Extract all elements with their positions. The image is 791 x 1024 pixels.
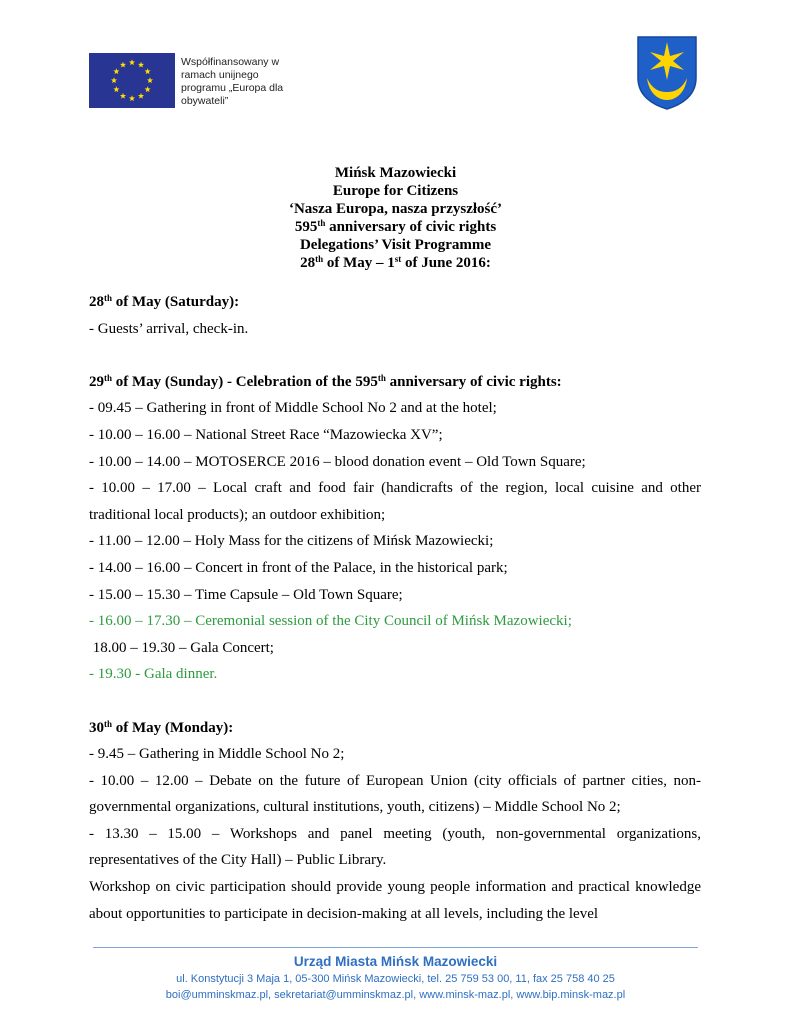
day-sup: th [104, 372, 113, 383]
eu-star-icon [147, 77, 153, 83]
title-sup: th [315, 254, 324, 264]
list-item: - 10.00 – 12.00 – Debate on the future of European Union (city officials of partner cities, non-governmental organizations, cultural institutions, youth, citizens) – Middle School No 2; [89, 772, 701, 816]
day-heading-saturday [89, 289, 701, 316]
eu-star-icon [120, 62, 126, 68]
list-item-highlighted: - 19.30 - Gala dinner. [89, 666, 218, 683]
list-item: - 11.00 – 12.00 – Holy Mass for the citizens of Mińsk Mazowiecki; [89, 533, 494, 550]
footer-contacts: boi@umminskmaz.pl, sekretariat@umminskmaz.pl, www.minsk-maz.pl, www.bip.minsk-maz.pl [165, 989, 626, 1001]
footer-divider [93, 947, 698, 948]
footer-office-name: Urząd Miasta Mińsk Mazowiecki [293, 954, 498, 969]
eu-star-icon [145, 68, 151, 74]
title-sup: st [394, 254, 402, 264]
list-item: - Guests’ arrival, check-in. [89, 320, 249, 337]
day-sup: th [377, 372, 386, 383]
eu-star-icon [138, 62, 144, 68]
list-item: - 13.30 – 15.00 – Workshops and panel meeting (youth, non-governmental organizations, representatives of the City Hall) – Public Library. [89, 825, 701, 869]
list-item: - 10.00 – 14.00 – MOTOSERCE 2016 – blood donation event – Old Town Square; [89, 453, 586, 470]
list-item-highlighted: - 16.00 – 17.30 – Ceremonial session of the City Council of Mińsk Mazowiecki; [89, 613, 572, 630]
eu-star-icon [145, 86, 151, 92]
day-sup: th [104, 293, 113, 303]
day-text: of May (Monday): [112, 719, 234, 736]
title-anniversary [0, 218, 791, 236]
list-item: - 10.00 – 17.00 – Local craft and food fair (handicrafts of the region, local cuisine and other traditional local products); an outdoor exhibition; [89, 480, 701, 523]
title-num: 28 [300, 255, 316, 271]
day-heading-monday [89, 715, 701, 742]
eu-cofinance-text [181, 56, 301, 108]
day-text: of May (Sunday) - Celebration of the 595 [112, 373, 378, 390]
eu-text-line: Współfinansowany w [181, 56, 280, 68]
eu-cofinance-logo [89, 53, 289, 109]
eu-star-icon [113, 68, 119, 74]
eu-star-icon [120, 93, 126, 99]
list-item: - 10.00 – 16.00 – National Street Race “Mazowiecka XV”; [89, 426, 443, 443]
list-item: - 14.00 – 16.00 – Concert in front of the Palace, in the historical park; [89, 559, 508, 576]
eu-star-icon [129, 59, 135, 65]
title-text: of May – 1 [323, 255, 395, 271]
list-item: 18.00 – 19.30 – Gala Concert; [89, 639, 274, 656]
footer-address: ul. Konstytucji 3 Maja 1, 05-300 Mińsk Mazowiecki, tel. 25 759 53 00, 11, fax 25 758 40 25 [176, 973, 615, 985]
title-visit: Delegations’ Visit Programme [299, 237, 492, 253]
title-text: of June 2016: [401, 255, 491, 271]
list-item: - 09.45 – Gathering in front of Middle School No 2 and at the hotel; [89, 400, 497, 417]
eu-star-icon [129, 95, 135, 101]
list-item: - 15.00 – 15.30 – Time Capsule – Old Town Square; [89, 586, 403, 603]
eu-text-line: ramach unijnego [181, 69, 259, 81]
title-num: 595 [294, 219, 318, 235]
day-num: 29 [89, 373, 104, 390]
eu-flag-icon [89, 53, 175, 108]
programme-body [89, 289, 701, 927]
title-dates [0, 254, 791, 272]
day-text: anniversary of civic rights: [385, 373, 562, 390]
eu-text-line: obywateli” [181, 95, 229, 107]
eu-text-line: programu „Europa dla [181, 82, 284, 94]
title-text: anniversary of civic rights [325, 219, 497, 235]
title-programme: Europe for Citizens [332, 183, 459, 199]
letterhead-footer [0, 953, 791, 1003]
paragraph: Workshop on civic participation should provide young people information and practical knowledge about opportunities to participate in decision-making at all levels, including the level [89, 879, 701, 922]
title-motto: ‘Nasza Europa, nasza przyszłość’ [288, 201, 503, 217]
day-num: 30 [89, 719, 104, 736]
document-title [0, 164, 791, 272]
eu-star-icon [113, 86, 119, 92]
eu-star-icon [111, 77, 117, 83]
day-sup: th [104, 718, 113, 729]
eu-star-icon [138, 93, 144, 99]
title-sup: th [317, 218, 326, 228]
day-num: 28 [89, 294, 104, 310]
title-city: Mińsk Mazowiecki [334, 165, 457, 181]
city-coat-of-arms-icon [635, 34, 699, 110]
day-heading-sunday [89, 369, 701, 396]
list-item: - 9.45 – Gathering in Middle School No 2; [89, 746, 345, 763]
day-text: of May (Saturday): [112, 294, 240, 310]
